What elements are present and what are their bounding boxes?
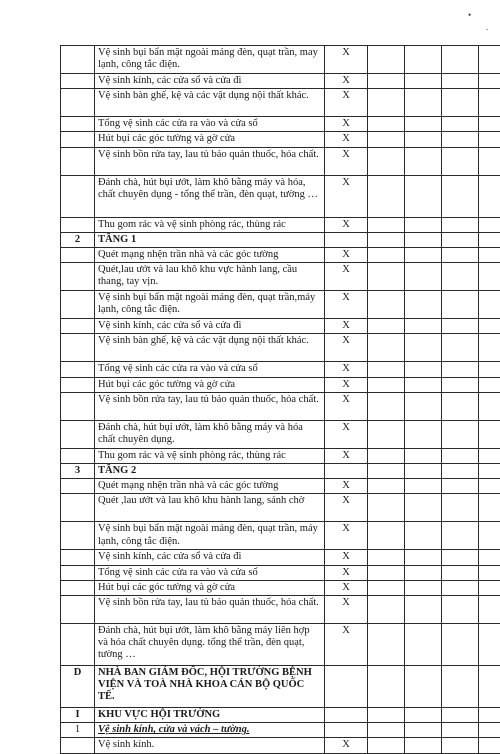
check-mark-cell: X	[325, 420, 368, 448]
check-mark-cell: X	[325, 319, 368, 334]
row-number-cell	[61, 46, 95, 74]
task-description-cell: Thu gom rác và vệ sinh phòng rác, thùng rác	[95, 217, 325, 232]
check-mark-cell: X	[325, 248, 368, 263]
scan-mark-right: .	[486, 22, 488, 32]
empty-cell	[405, 248, 442, 263]
task-description-cell: TẦNG 2	[95, 464, 325, 479]
empty-cell	[405, 263, 442, 291]
empty-cell	[405, 580, 442, 595]
task-description-cell: Vệ sinh bàn ghế, kệ và các vật dụng nội thất khác.	[95, 89, 325, 117]
check-mark-cell: X	[325, 377, 368, 392]
empty-cell	[368, 175, 405, 217]
table-row	[61, 46, 500, 74]
check-mark-cell: X	[325, 494, 368, 522]
empty-cell	[405, 334, 442, 362]
empty-cell	[368, 624, 405, 666]
empty-cell	[405, 479, 442, 494]
empty-cell	[368, 479, 405, 494]
empty-cell	[368, 132, 405, 147]
section-row	[61, 232, 500, 247]
empty-cell	[442, 46, 479, 74]
empty-cell	[442, 117, 479, 132]
task-description-cell: Vệ sinh kính, các cửa sổ và cửa đi	[95, 74, 325, 89]
row-number-cell	[61, 175, 95, 217]
check-mark-cell: X	[325, 217, 368, 232]
empty-cell	[368, 46, 405, 74]
empty-cell	[368, 596, 405, 624]
row-number-cell	[61, 319, 95, 334]
check-mark-cell: X	[325, 522, 368, 550]
empty-cell	[442, 723, 479, 738]
empty-cell	[442, 596, 479, 624]
task-description-cell: Hút bụi các góc tường và gờ cửa	[95, 580, 325, 595]
check-mark-cell	[325, 232, 368, 247]
empty-cell	[479, 291, 500, 319]
table-row	[61, 738, 500, 753]
empty-cell	[442, 217, 479, 232]
scan-mark-top: •	[468, 10, 471, 20]
table-row	[61, 319, 500, 334]
empty-cell	[405, 494, 442, 522]
section-row	[61, 464, 500, 479]
empty-cell	[442, 175, 479, 217]
table-row	[61, 248, 500, 263]
row-number-cell	[61, 596, 95, 624]
row-number-cell	[61, 89, 95, 117]
table-row	[61, 217, 500, 232]
row-number-cell	[61, 522, 95, 550]
empty-cell	[442, 362, 479, 377]
row-number-cell	[61, 377, 95, 392]
empty-cell	[479, 624, 500, 666]
table-row	[61, 550, 500, 565]
row-number-cell	[61, 580, 95, 595]
table-row	[61, 291, 500, 319]
row-number-cell	[61, 624, 95, 666]
check-mark-cell: X	[325, 89, 368, 117]
empty-cell	[368, 723, 405, 738]
check-mark-cell: X	[325, 263, 368, 291]
empty-cell	[479, 420, 500, 448]
empty-cell	[368, 291, 405, 319]
task-description-cell: Vệ sinh bụi bẩn mặt ngoài máng đèn, quạt trần, máy lạnh, công tắc điện.	[95, 522, 325, 550]
check-mark-cell: X	[325, 132, 368, 147]
empty-cell	[442, 263, 479, 291]
task-description-cell: Vệ sinh bồn rửa tay, lau tủ bảo quản thuốc, hóa chất.	[95, 392, 325, 420]
task-description-cell: Tổng vệ sinh các cửa ra vào và cửa sổ	[95, 362, 325, 377]
table-row	[61, 74, 500, 89]
task-description-cell: Thu gom rác và vệ sinh phòng rác, thùng rác	[95, 448, 325, 463]
table-row	[61, 565, 500, 580]
task-description-cell: Vệ sinh bụi bẩn mặt ngoài máng đèn, quạt trần, may lạnh, công tắc điện.	[95, 46, 325, 74]
empty-cell	[368, 522, 405, 550]
cleaning-task-table	[60, 45, 500, 754]
table-row	[61, 420, 500, 448]
row-number-cell	[61, 217, 95, 232]
empty-cell	[405, 624, 442, 666]
empty-cell	[405, 362, 442, 377]
check-mark-cell: X	[325, 147, 368, 175]
table-row	[61, 522, 500, 550]
row-number-cell	[61, 291, 95, 319]
check-mark-cell: X	[325, 565, 368, 580]
check-mark-cell: X	[325, 392, 368, 420]
empty-cell	[405, 291, 442, 319]
empty-cell	[405, 392, 442, 420]
empty-cell	[479, 74, 500, 89]
empty-cell	[442, 147, 479, 175]
empty-cell	[442, 319, 479, 334]
empty-cell	[405, 550, 442, 565]
task-description-cell: Quét mạng nhện trần nhà và các góc tường	[95, 248, 325, 263]
check-mark-cell: X	[325, 448, 368, 463]
empty-cell	[442, 448, 479, 463]
empty-cell	[479, 362, 500, 377]
empty-cell	[405, 448, 442, 463]
empty-cell	[442, 550, 479, 565]
empty-cell	[442, 624, 479, 666]
check-mark-cell	[325, 464, 368, 479]
task-description-cell: Tổng vệ sinh các cửa ra vào và cửa sổ	[95, 565, 325, 580]
empty-cell	[368, 319, 405, 334]
row-number-cell	[61, 362, 95, 377]
empty-cell	[368, 494, 405, 522]
empty-cell	[442, 89, 479, 117]
task-description-cell: Đánh chà, hút bụi ướt, làm khô bằng máy liên hợp và hóa chất chuyên dụng. tổng thể trần, đèn quạt, tường …	[95, 624, 325, 666]
task-description-cell: Vệ sinh kính, các cửa sổ và cửa đi	[95, 550, 325, 565]
empty-cell	[479, 392, 500, 420]
empty-cell	[479, 596, 500, 624]
empty-cell	[479, 522, 500, 550]
table-row	[61, 263, 500, 291]
task-description-cell: Quét,lau ướt và lau khô khu vực hành lang, cầu thang, tay vịn.	[95, 263, 325, 291]
check-mark-cell: X	[325, 46, 368, 74]
empty-cell	[479, 217, 500, 232]
empty-cell	[368, 263, 405, 291]
empty-cell	[405, 565, 442, 580]
task-description-cell: TẦNG 1	[95, 232, 325, 247]
empty-cell	[405, 217, 442, 232]
empty-cell	[442, 74, 479, 89]
empty-cell	[405, 738, 442, 753]
table-row	[61, 624, 500, 666]
check-mark-cell: X	[325, 596, 368, 624]
empty-cell	[442, 494, 479, 522]
empty-cell	[479, 464, 500, 479]
check-mark-cell: X	[325, 334, 368, 362]
check-mark-cell: X	[325, 479, 368, 494]
empty-cell	[442, 666, 479, 708]
subsection-row	[61, 723, 500, 738]
empty-cell	[368, 117, 405, 132]
section-row	[61, 666, 500, 708]
task-description-cell: Tổng vệ sinh các cửa ra vào và cửa sổ	[95, 117, 325, 132]
empty-cell	[368, 217, 405, 232]
empty-cell	[479, 248, 500, 263]
empty-cell	[442, 132, 479, 147]
empty-cell	[479, 448, 500, 463]
empty-cell	[368, 448, 405, 463]
empty-cell	[479, 132, 500, 147]
empty-cell	[442, 291, 479, 319]
task-description-cell: Hút bụi các góc tường và gờ cửa	[95, 132, 325, 147]
empty-cell	[405, 319, 442, 334]
empty-cell	[368, 362, 405, 377]
empty-cell	[442, 377, 479, 392]
row-number-cell	[61, 392, 95, 420]
row-number-cell	[61, 550, 95, 565]
task-description-cell: Vệ sinh bồn rửa tay, lau tủ bảo quản thuốc, hóa chất.	[95, 596, 325, 624]
empty-cell	[405, 464, 442, 479]
empty-cell	[368, 89, 405, 117]
table-row	[61, 175, 500, 217]
empty-cell	[405, 132, 442, 147]
empty-cell	[479, 175, 500, 217]
check-mark-cell: X	[325, 291, 368, 319]
empty-cell	[479, 319, 500, 334]
check-mark-cell: X	[325, 175, 368, 217]
empty-cell	[442, 464, 479, 479]
empty-cell	[479, 738, 500, 753]
task-description-cell: Quét mạng nhện trần nhà và các góc tường	[95, 479, 325, 494]
empty-cell	[479, 334, 500, 362]
empty-cell	[368, 334, 405, 362]
empty-cell	[442, 420, 479, 448]
table-row	[61, 362, 500, 377]
row-number-cell	[61, 420, 95, 448]
task-description-cell: Vệ sinh kính, cửa và vách – tường.	[95, 723, 325, 738]
table-row	[61, 147, 500, 175]
row-number-cell	[61, 494, 95, 522]
table-row	[61, 334, 500, 362]
empty-cell	[405, 666, 442, 708]
empty-cell	[479, 147, 500, 175]
empty-cell	[405, 420, 442, 448]
empty-cell	[368, 392, 405, 420]
empty-cell	[368, 550, 405, 565]
empty-cell	[479, 580, 500, 595]
table-row	[61, 132, 500, 147]
empty-cell	[405, 596, 442, 624]
row-number-cell: 1	[61, 723, 95, 738]
empty-cell	[368, 420, 405, 448]
empty-cell	[479, 377, 500, 392]
empty-cell	[368, 464, 405, 479]
row-number-cell: I	[61, 708, 95, 723]
task-description-cell: Vệ sinh bụi bẩn mặt ngoài máng đèn, quạt trần,máy lạnh, công tắc điện.	[95, 291, 325, 319]
task-description-cell: Đánh chà, hút bụi ướt, làm khô bằng máy và hóa chất chuyên dụng.	[95, 420, 325, 448]
empty-cell	[405, 232, 442, 247]
row-number-cell	[61, 147, 95, 175]
empty-cell	[442, 479, 479, 494]
empty-cell	[479, 232, 500, 247]
check-mark-cell	[325, 666, 368, 708]
table-row	[61, 596, 500, 624]
row-number-cell: 2	[61, 232, 95, 247]
empty-cell	[479, 46, 500, 74]
task-description-cell: Hút bụi các góc tường và gờ cửa	[95, 377, 325, 392]
empty-cell	[405, 377, 442, 392]
check-mark-cell: X	[325, 738, 368, 753]
empty-cell	[479, 479, 500, 494]
task-description-cell: Quét ,lau ướt và lau khô khu hành lang, sảnh chờ	[95, 494, 325, 522]
table-row	[61, 479, 500, 494]
empty-cell	[368, 565, 405, 580]
empty-cell	[442, 232, 479, 247]
row-number-cell	[61, 565, 95, 580]
row-number-cell: D	[61, 666, 95, 708]
check-mark-cell: X	[325, 580, 368, 595]
row-number-cell	[61, 74, 95, 89]
empty-cell	[368, 580, 405, 595]
row-number-cell	[61, 263, 95, 291]
row-number-cell	[61, 738, 95, 753]
empty-cell	[405, 74, 442, 89]
empty-cell	[405, 89, 442, 117]
empty-cell	[479, 550, 500, 565]
empty-cell	[405, 723, 442, 738]
check-mark-cell: X	[325, 74, 368, 89]
table-row	[61, 448, 500, 463]
empty-cell	[368, 248, 405, 263]
task-description-cell: Vệ sinh bồn rửa tay, lau tủ bảo quản thuốc, hóa chất.	[95, 147, 325, 175]
empty-cell	[405, 175, 442, 217]
empty-cell	[405, 46, 442, 74]
empty-cell	[479, 117, 500, 132]
empty-cell	[368, 666, 405, 708]
check-mark-cell: X	[325, 117, 368, 132]
empty-cell	[442, 580, 479, 595]
task-description-cell: KHU VỰC HỘI TRƯỜNG	[95, 708, 325, 723]
empty-cell	[405, 117, 442, 132]
table-row	[61, 117, 500, 132]
empty-cell	[479, 723, 500, 738]
empty-cell	[442, 334, 479, 362]
empty-cell	[368, 232, 405, 247]
table-row	[61, 392, 500, 420]
check-mark-cell: X	[325, 550, 368, 565]
empty-cell	[479, 565, 500, 580]
row-number-cell	[61, 334, 95, 362]
empty-cell	[479, 263, 500, 291]
check-mark-cell: X	[325, 362, 368, 377]
row-number-cell	[61, 248, 95, 263]
empty-cell	[405, 522, 442, 550]
empty-cell	[442, 392, 479, 420]
empty-cell	[479, 494, 500, 522]
empty-cell	[479, 666, 500, 708]
empty-cell	[368, 74, 405, 89]
row-number-cell	[61, 117, 95, 132]
row-number-cell: 3	[61, 464, 95, 479]
task-description-cell: NHÀ BAN GIÁM ĐỐC, HỘI TRƯỜNG BỆNH VIỆN VÀ TOÀ NHÀ KHOA CÁN BỘ QUỐC TẾ.	[95, 666, 325, 708]
empty-cell	[442, 738, 479, 753]
empty-cell	[368, 377, 405, 392]
empty-cell	[368, 738, 405, 753]
row-number-cell	[61, 132, 95, 147]
task-description-cell: Vệ sinh kính.	[95, 738, 325, 753]
task-description-cell: Vệ sinh kính, các cửa sổ và cửa đi	[95, 319, 325, 334]
empty-cell	[442, 248, 479, 263]
table-row	[61, 494, 500, 522]
empty-cell	[405, 147, 442, 175]
row-number-cell	[61, 479, 95, 494]
table-row	[61, 580, 500, 595]
task-description-cell: Đánh chà, hút bụi ướt, làm khô bằng máy và hóa, chất chuyên dụng - tổng thể trần, đèn quạt, tường …	[95, 175, 325, 217]
check-mark-cell	[325, 723, 368, 738]
empty-cell	[442, 565, 479, 580]
task-description-cell: Vệ sinh bàn ghế, kệ và các vật dụng nội thất khác.	[95, 334, 325, 362]
empty-cell	[442, 522, 479, 550]
empty-cell	[479, 89, 500, 117]
table-row	[61, 377, 500, 392]
empty-cell	[368, 147, 405, 175]
row-number-cell	[61, 448, 95, 463]
table-row	[61, 89, 500, 117]
check-mark-cell: X	[325, 624, 368, 666]
